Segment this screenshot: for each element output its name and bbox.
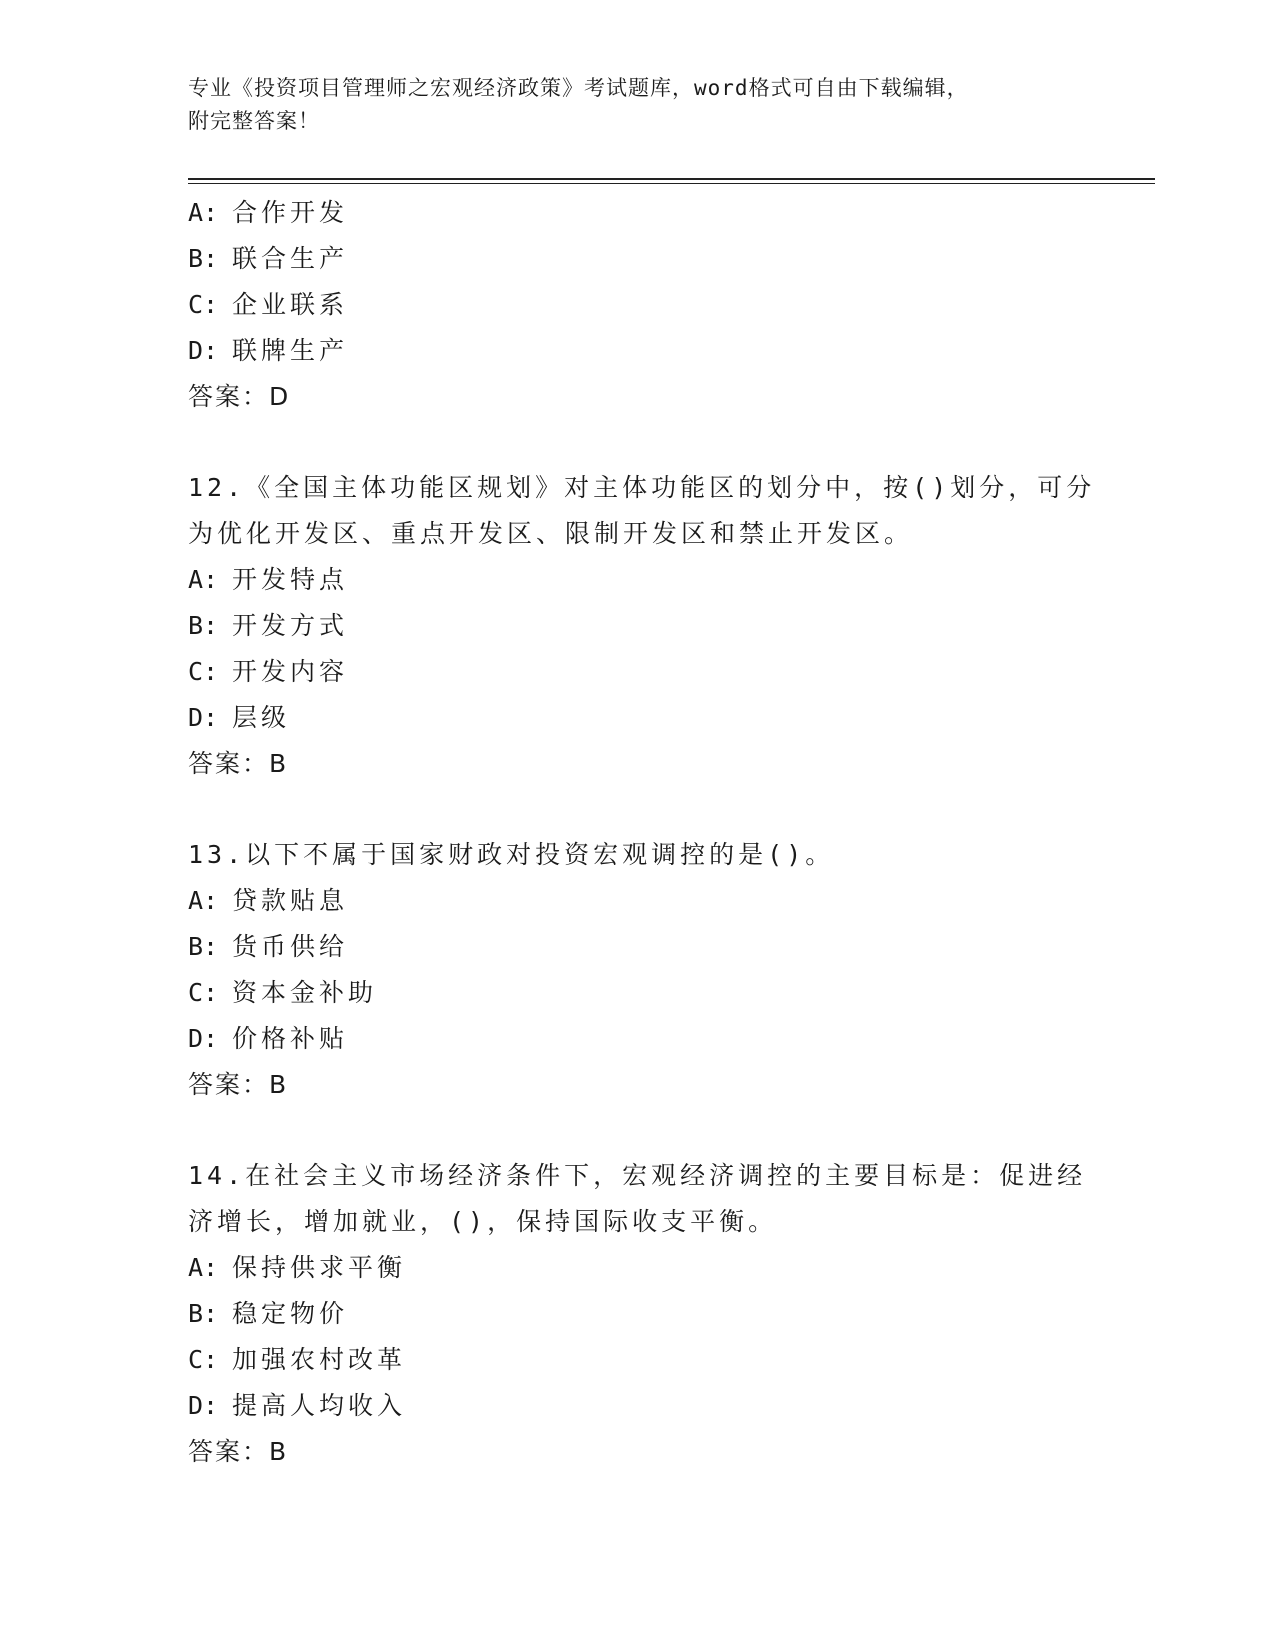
option-a — [188, 1245, 1088, 1291]
option-text: 提高人均收入 — [232, 1391, 407, 1420]
option-c — [188, 1337, 1088, 1383]
option-letter: C: — [188, 978, 219, 1007]
option-letter: A: — [188, 565, 219, 594]
answer-line: 答案：B — [188, 1070, 289, 1099]
header-line-1: 专业《投资项目管理师之宏观经济政策》考试题库，word格式可自由下载编辑， — [188, 76, 969, 100]
option-c — [188, 970, 1088, 1016]
option-text: 开发特点 — [232, 565, 349, 594]
header-divider-thick — [188, 178, 1155, 180]
option-a — [188, 190, 1088, 236]
answer-line: 答案：B — [188, 1437, 289, 1466]
option-d — [188, 1383, 1088, 1429]
option-b — [188, 924, 1088, 970]
option-letter: B: — [188, 611, 219, 640]
option-letter: D: — [188, 703, 219, 732]
header-divider-thin — [188, 183, 1155, 184]
question-11 — [188, 190, 1088, 420]
option-text: 贷款贴息 — [232, 886, 349, 915]
option-d — [188, 328, 1088, 374]
option-c — [188, 282, 1088, 328]
question-12 — [188, 465, 1096, 787]
option-letter: B: — [188, 932, 219, 961]
option-letter: B: — [188, 244, 219, 273]
header-line-2: 附完整答案！ — [188, 109, 320, 133]
option-d — [188, 1016, 1088, 1062]
question-list — [188, 190, 1096, 1475]
option-d — [188, 695, 1088, 741]
option-letter: C: — [188, 657, 219, 686]
question-text-line-1: 12.《全国主体功能区规划》对主体功能区的划分中，按()划分，可分 — [188, 473, 1096, 502]
option-text: 保持供求平衡 — [232, 1253, 407, 1282]
option-letter: C: — [188, 1345, 219, 1374]
option-letter: A: — [188, 886, 219, 915]
question-text — [188, 465, 1096, 557]
option-b — [188, 236, 1088, 282]
question-text-line-1: 13.以下不属于国家财政对投资宏观调控的是()。 — [188, 840, 835, 869]
option-text: 联合生产 — [232, 244, 349, 273]
question-14 — [188, 1153, 1088, 1475]
option-text: 货币供给 — [232, 932, 349, 961]
option-b — [188, 1291, 1088, 1337]
option-text: 加强农村改革 — [232, 1345, 407, 1374]
option-text: 层级 — [232, 703, 291, 732]
option-letter: A: — [188, 198, 219, 227]
option-letter: C: — [188, 290, 219, 319]
option-a — [188, 557, 1088, 603]
document-header — [188, 72, 1088, 138]
question-text — [188, 832, 1058, 878]
option-text: 资本金补助 — [232, 978, 378, 1007]
option-letter: D: — [188, 1024, 219, 1053]
option-a — [188, 878, 1088, 924]
question-text-line-2: 为优化开发区、重点开发区、限制开发区和禁止开发区。 — [188, 519, 914, 548]
option-text: 开发方式 — [232, 611, 349, 640]
option-text: 稳定物价 — [232, 1299, 349, 1328]
answer-line: 答案：B — [188, 749, 289, 778]
answer-line: 答案：D — [188, 382, 291, 411]
option-letter: D: — [188, 1391, 219, 1420]
option-b — [188, 603, 1088, 649]
option-letter: B: — [188, 1299, 219, 1328]
option-letter: A: — [188, 1253, 219, 1282]
option-text: 合作开发 — [232, 198, 349, 227]
option-text: 价格补贴 — [232, 1024, 349, 1053]
option-c — [188, 649, 1088, 695]
option-text: 联牌生产 — [232, 336, 349, 365]
option-text: 开发内容 — [232, 657, 349, 686]
question-13 — [188, 832, 1088, 1108]
question-text — [188, 1153, 1087, 1245]
question-text-line-1: 14.在社会主义市场经济条件下，宏观经济调控的主要目标是：促进经 — [188, 1161, 1087, 1190]
option-text: 企业联系 — [232, 290, 349, 319]
question-text-line-2: 济增长，增加就业，()，保持国际收支平衡。 — [188, 1207, 778, 1236]
option-letter: D: — [188, 336, 219, 365]
